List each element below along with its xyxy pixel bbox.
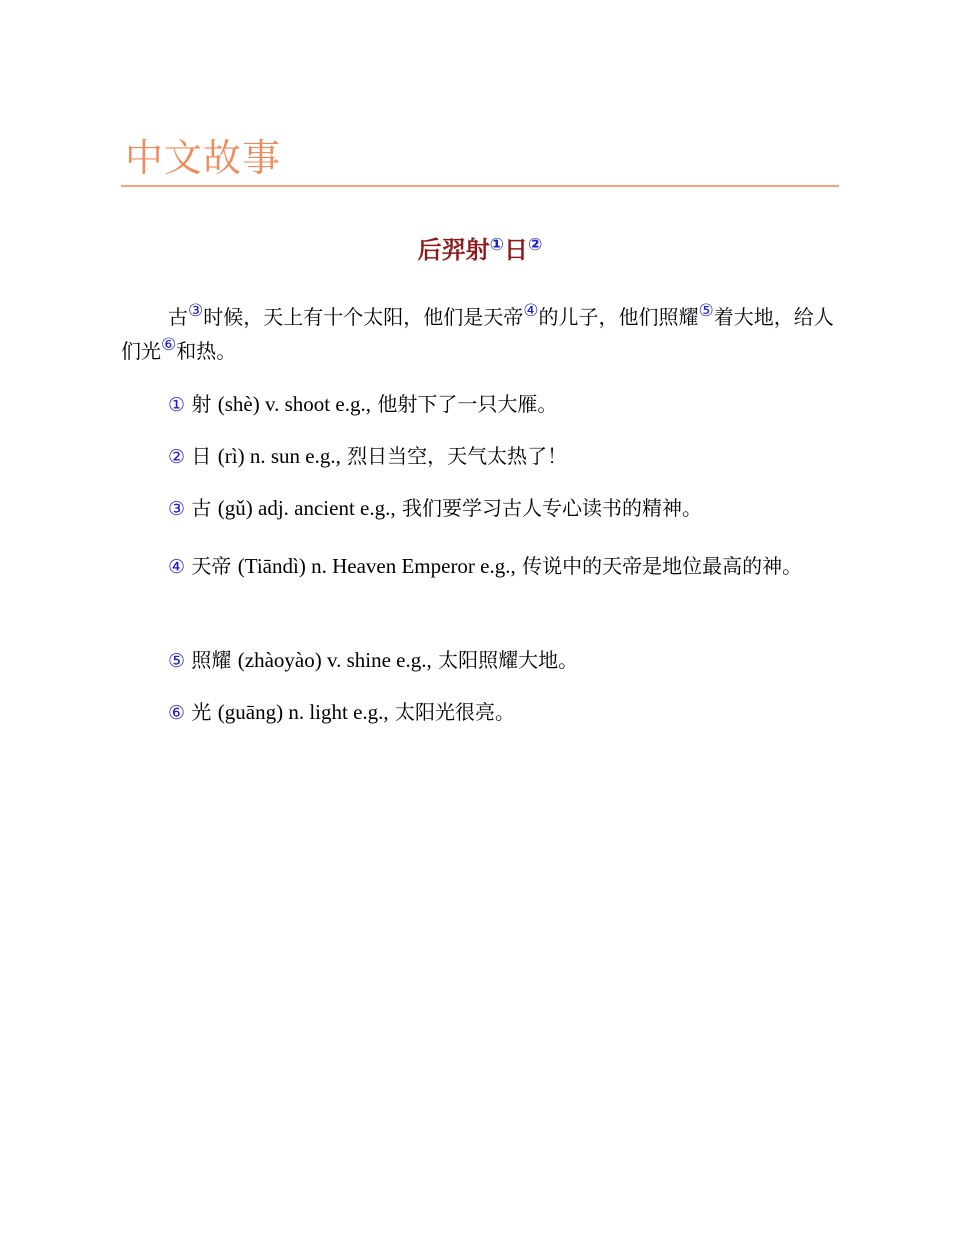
note-word: 照耀	[191, 648, 232, 672]
paragraph-text-3: 的儿子，他们照耀	[538, 305, 699, 329]
page-heading: 中文故事	[125, 136, 282, 180]
note-example: 太阳光很亮。	[395, 700, 516, 724]
note-word: 古	[191, 496, 212, 520]
note-marker: ①	[168, 394, 186, 416]
paragraph-text-2: 时候，天上有十个太阳，他们是天帝	[203, 305, 524, 329]
footnote-marker-2: ②	[528, 235, 543, 255]
footnote-marker-4: ④	[523, 301, 539, 321]
vocab-note-6	[121, 693, 839, 732]
story-title-part-1: 后羿射	[417, 236, 490, 264]
note-example: 他射下了一只大雁。	[377, 392, 558, 416]
footnote-marker-5: ⑤	[698, 301, 714, 321]
paragraph-text-5: 和热。	[176, 339, 237, 363]
paragraph-text-1: 古	[168, 305, 188, 329]
footnote-marker-6: ⑥	[161, 335, 177, 355]
note-detail: (Tiāndì) n. Heaven Emperor e.g.,	[237, 554, 516, 578]
note-marker: ④	[168, 556, 186, 578]
note-word: 光	[191, 700, 212, 724]
note-marker: ②	[168, 446, 186, 468]
note-word: 射	[191, 392, 212, 416]
paragraph-text-4: 着大地，给人们光	[121, 305, 834, 363]
note-word: 日	[191, 444, 212, 468]
note-example: 我们要学习古人专心读书的精神。	[401, 496, 702, 520]
vocab-note-1	[121, 385, 839, 424]
story-title	[121, 230, 839, 270]
note-detail: (zhàoyào) v. shine e.g.,	[237, 648, 432, 672]
vocab-note-3	[121, 489, 839, 528]
note-marker: ⑤	[168, 650, 186, 672]
note-example: 太阳照耀大地。	[438, 648, 579, 672]
note-detail: (guāng) n. light e.g.,	[217, 700, 389, 724]
vocab-note-2	[121, 437, 839, 476]
note-detail: (gǔ) adj. ancient e.g.,	[217, 496, 396, 520]
note-word: 天帝	[191, 554, 232, 578]
note-detail: (rì) n. sun e.g.,	[217, 444, 341, 468]
vocab-note-5	[121, 641, 839, 680]
note-marker: ③	[168, 498, 186, 520]
footnote-marker-3: ③	[188, 301, 204, 321]
story-title-part-2: 日	[504, 236, 528, 264]
story-paragraph	[121, 300, 839, 368]
note-detail: (shè) v. shoot e.g.,	[217, 392, 371, 416]
vocab-note-4	[121, 547, 839, 586]
footnote-marker-1: ①	[489, 235, 504, 255]
note-marker: ⑥	[168, 702, 186, 724]
note-example: 烈日当空，天气太热了！	[347, 444, 568, 468]
note-example: 传说中的天帝是地位最高的神。	[522, 554, 803, 578]
heading-divider	[121, 185, 839, 187]
